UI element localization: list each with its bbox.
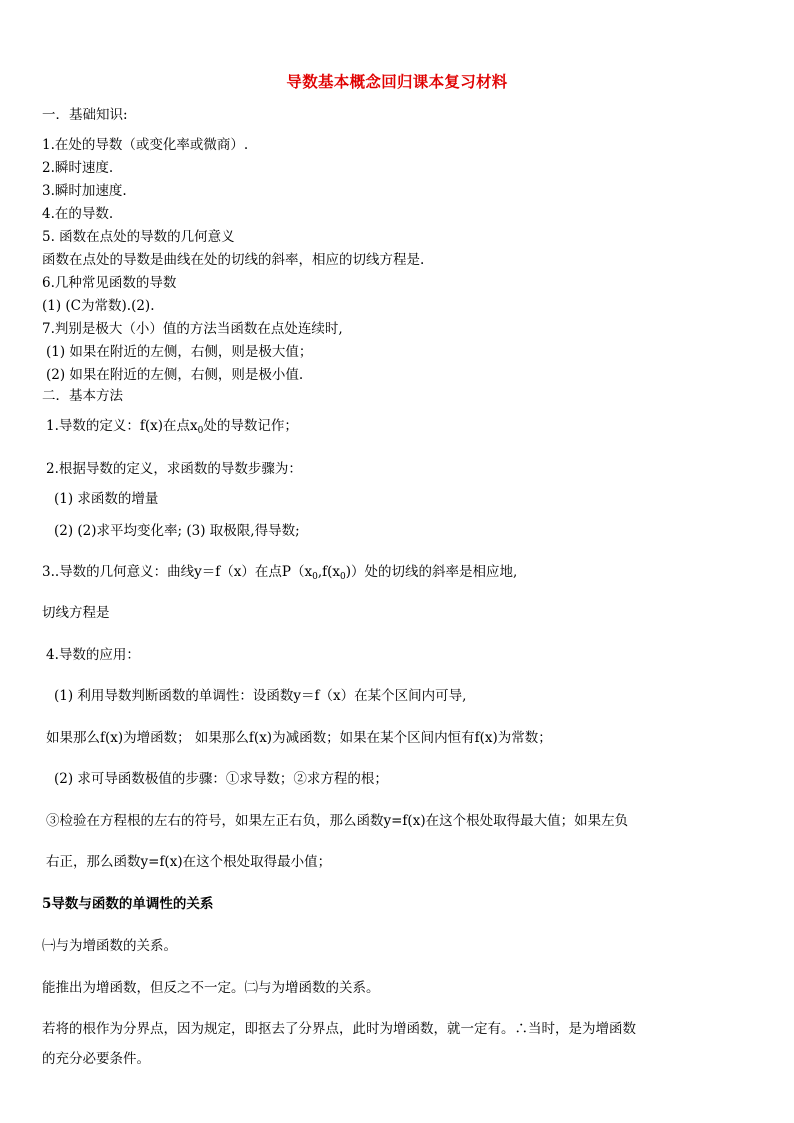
application-extrema-check-cont: 右正，那么函数y=f(x)在这个根处取得最小值； (46, 854, 332, 870)
derivative-definition-subscript: 0 (197, 426, 204, 436)
derivative-step-1: (1) 求函数的增量 (54, 491, 159, 507)
geometric-meaning-sub1: 0 (312, 572, 318, 582)
geometric-meaning-part3: )）处的切线的斜率是相应地, (345, 564, 518, 580)
section5-para-1: ㈠与为增函数的关系。 (42, 938, 177, 954)
section1-item-4: 4.在的导数. (42, 206, 114, 222)
derivative-steps-heading: 2.根据导数的定义，求函数的导数步骤为： (46, 461, 302, 477)
section1-item-5: 5. 函数在点处的导数的几何意义 (42, 229, 235, 245)
section1-item-5-desc: 函数在点处的导数是曲线在处的切线的斜率，相应的切线方程是. (42, 252, 425, 268)
section1-item-6-formulas: (1) (C为常数).(2). (42, 298, 155, 314)
derivative-definition-suffix: 处的导数记作； (203, 418, 298, 434)
section1-item-1: 1.在处的导数（或变化率或微商）. (42, 137, 249, 153)
section1-heading: 一．基础知识: (42, 107, 128, 123)
application-monotonicity-cont: 如果那么f(x)为增函数； 如果那么f(x)为减函数；如果在某个区间内恒有f(x)为常数； (46, 730, 552, 746)
geometric-meaning-sub2: 0 (340, 572, 346, 582)
section1-item-7-case2: (2) 如果在附近的左侧，右侧，则是极小值. (46, 367, 304, 383)
geometric-meaning-part2: ,f(x (317, 564, 341, 580)
section1-item-6: 6.几种常见函数的导数 (42, 275, 177, 291)
geometric-meaning (42, 563, 517, 586)
section1-item-7-case1: (1) 如果在附近的左侧，右侧，则是极大值； (46, 344, 313, 360)
section5-para-3: 若将的根作为分界点，因为规定，即抠去了分界点，此时为增函数，就一定有。∴当时，是为增函数 (42, 1021, 636, 1037)
applications-heading: 4.导数的应用： (46, 647, 140, 663)
section1-item-7: 7.判别是极大（小）值的方法当函数在点处连续时, (42, 321, 343, 337)
derivative-definition-prefix: 1.导数的定义：f(x)在点x (46, 418, 198, 434)
section2-heading: 二．基本方法 (42, 388, 123, 404)
section1-item-3: 3.瞬时加速度. (42, 183, 127, 199)
application-monotonicity: (1) 利用导数判断函数的单调性：设函数y＝f（x）在某个区间内可导, (54, 688, 467, 704)
application-extrema-check: ③检验在方程根的左右的符号，如果左正右负，那么函数y=f(x)在这个根处取得最大值；如果左负 (46, 813, 629, 829)
section1-item-2: 2.瞬时速度. (42, 160, 114, 176)
derivative-step-2-3: (2) (2)求平均变化率; (3) 取极限,得导数; (54, 523, 300, 539)
geometric-meaning-part1: 3..导数的几何意义：曲线y＝f（x）在点P（x (42, 564, 313, 580)
section5-heading: 5导数与函数的单调性的关系 (42, 896, 214, 912)
application-extrema-steps: (2) 求可导函数极值的步骤：①求导数；②求方程的根； (54, 771, 388, 787)
section5-para-3-cont: 的充分必要条件。 (42, 1051, 150, 1067)
tangent-equation-line: 切线方程是 (42, 605, 110, 621)
derivative-definition (46, 417, 298, 440)
document-title: 导数基本概念回归课本复习材料 (286, 72, 508, 91)
section5-para-2: 能推出为增函数，但反之不一定。㈡与为增函数的关系。 (42, 980, 380, 996)
